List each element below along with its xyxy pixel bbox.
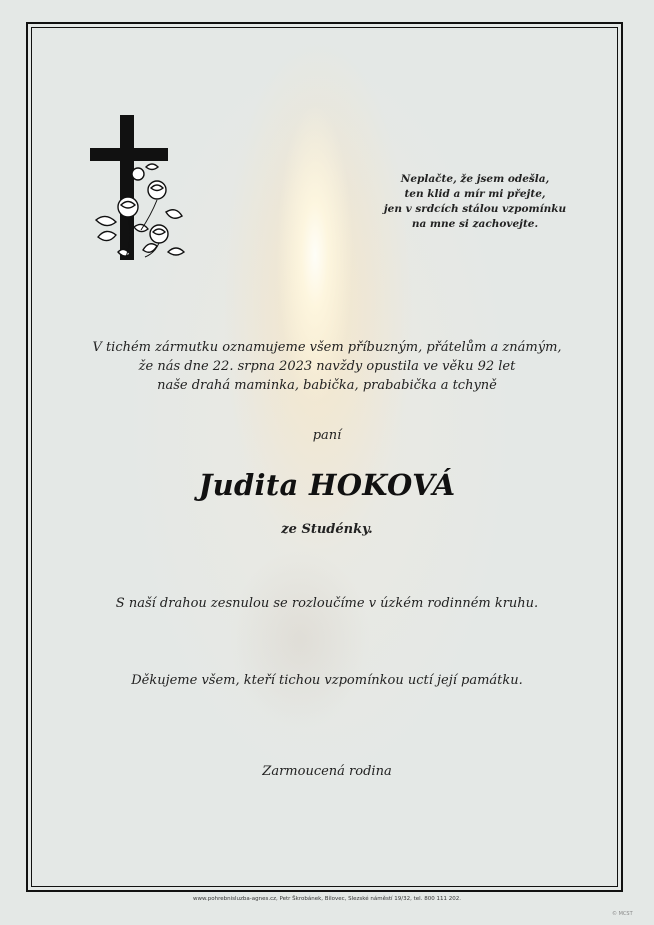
announcement-line: naše drahá maminka, babička, prababička a tchyně xyxy=(157,378,497,393)
signature: Zarmoucená rodina xyxy=(262,764,392,779)
poem-line: ten klid a mír mi přejte, xyxy=(404,188,546,200)
footer-contact: www.pohrebnisluzba-agnes.cz, Petr Škrobánek, Bílovec, Slezské náměstí 19/32, tel. 800 111 202. xyxy=(193,896,461,902)
deceased-name: Judita HOKOVÁ xyxy=(198,468,456,502)
poem-line: jen v srdcích stálou vzpomínku xyxy=(383,203,567,215)
cross-with-roses-icon xyxy=(88,112,188,272)
thanks-text: Děkujeme všem, kteří tichou vzpomínkou uctí její památku. xyxy=(131,673,523,688)
poem-line: Neplačte, že jsem odešla, xyxy=(400,173,550,185)
announcement xyxy=(60,338,594,395)
copyright-mark: © MCST xyxy=(612,911,633,917)
announcement-line: V tichém zármutku oznamujeme všem příbuzným, přátelům a známým, xyxy=(92,340,562,355)
farewell-text: S naší drahou zesnulou se rozloučíme v úzkém rodinném kruhu. xyxy=(115,596,539,611)
poem xyxy=(375,172,575,232)
announcement-line: že nás dne 22. srpna 2023 navždy opustila ve věku 92 let xyxy=(138,359,516,374)
deceased-origin: ze Studénky. xyxy=(281,522,373,537)
poem-line: na mne si zachovejte. xyxy=(411,218,539,230)
deceased-title: paní xyxy=(312,428,342,443)
